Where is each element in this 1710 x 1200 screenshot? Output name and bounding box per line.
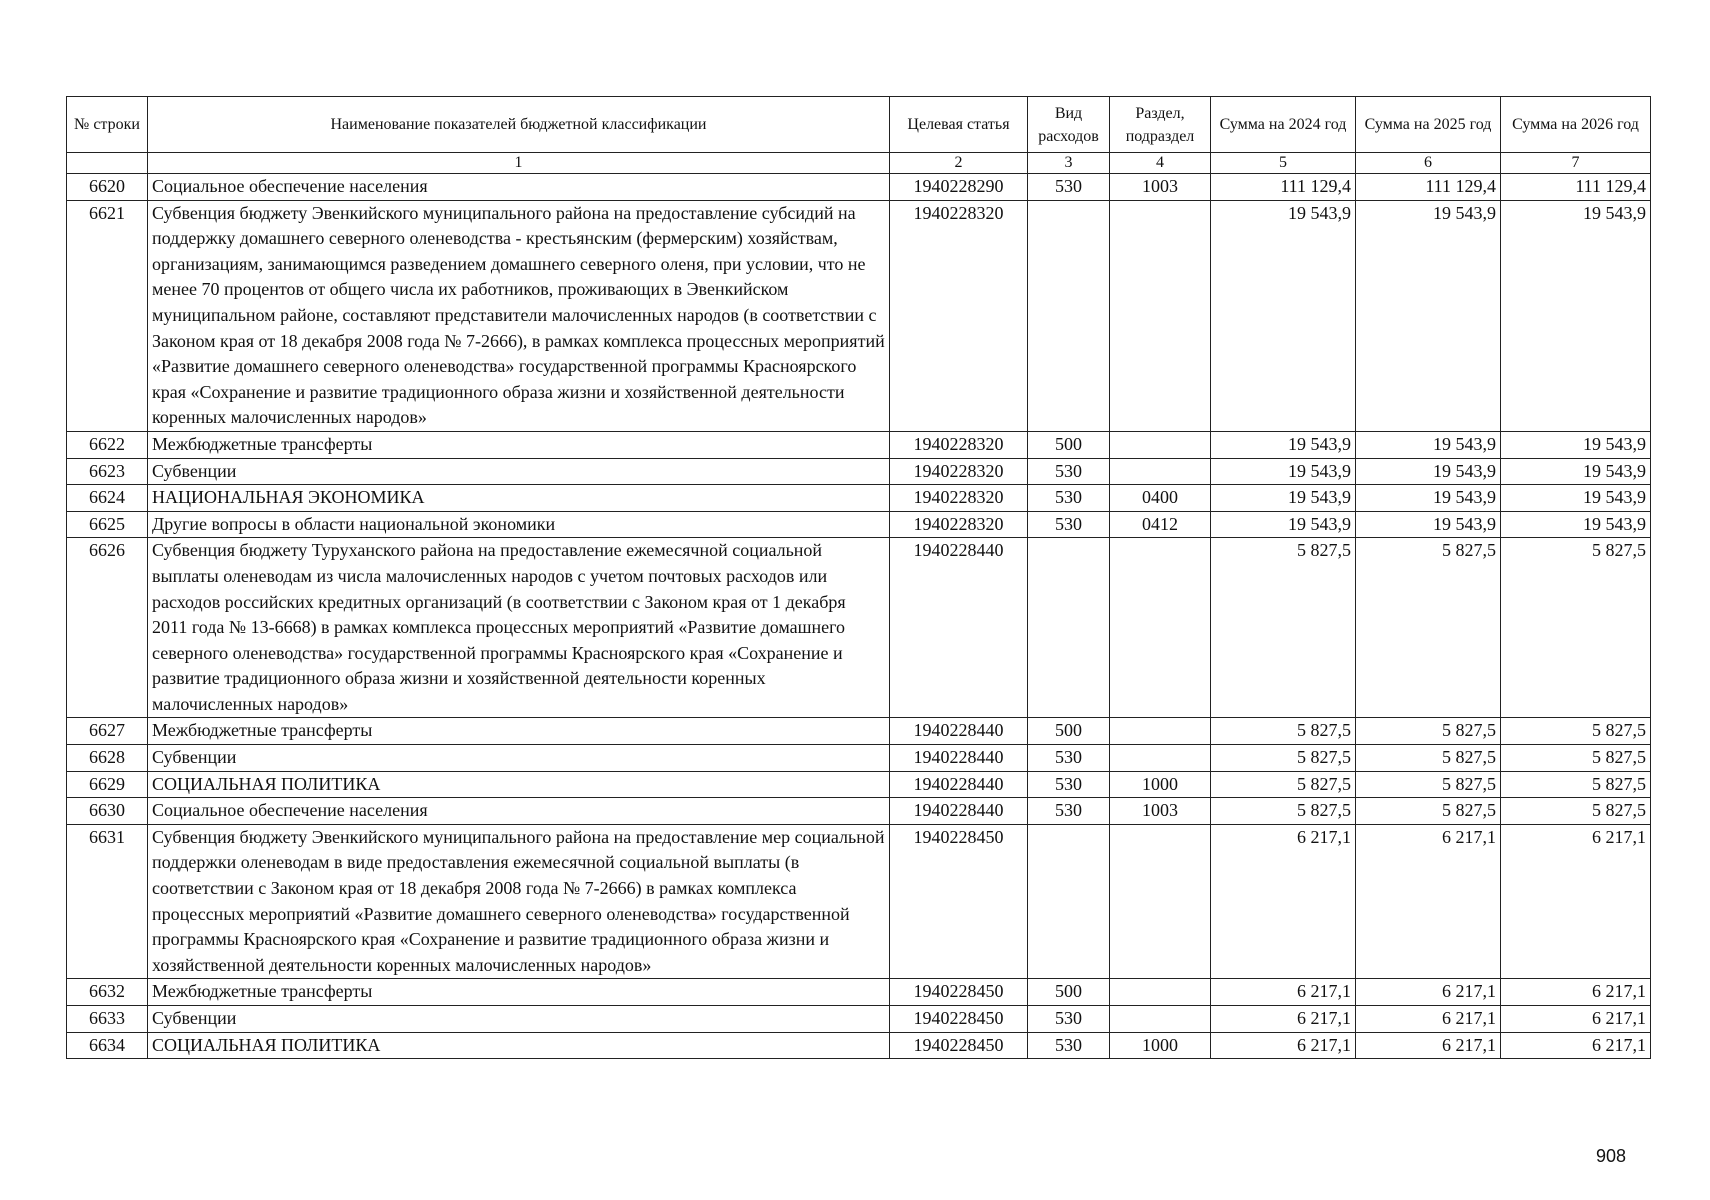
row-number: 6634: [67, 1032, 148, 1059]
row-sum-2025: 19 543,9: [1356, 458, 1501, 485]
row-sum-2025: 5 827,5: [1356, 771, 1501, 798]
table-row: [67, 798, 1651, 825]
row-sum-2025: 111 129,4: [1356, 174, 1501, 201]
row-sum-2025: 19 543,9: [1356, 485, 1501, 512]
header-razdel: Раздел, подраздел: [1110, 97, 1211, 153]
row-expense-type: 500: [1028, 979, 1110, 1006]
row-sum-2024: 5 827,5: [1211, 718, 1356, 745]
header-sum-2024: Сумма на 2024 год: [1211, 97, 1356, 153]
row-sum-2026: 6 217,1: [1501, 824, 1651, 979]
row-target-code: 1940228440: [890, 718, 1028, 745]
row-sum-2024: 6 217,1: [1211, 1006, 1356, 1033]
table-row: [67, 718, 1651, 745]
row-section: [1110, 431, 1211, 458]
row-number: 6624: [67, 485, 148, 512]
table-row: [67, 771, 1651, 798]
row-sum-2026: 5 827,5: [1501, 538, 1651, 718]
row-expense-type: 500: [1028, 431, 1110, 458]
row-name: СОЦИАЛЬНАЯ ПОЛИТИКА: [148, 1032, 890, 1059]
row-sum-2026: 19 543,9: [1501, 200, 1651, 431]
header-vid: Вид расходов: [1028, 97, 1110, 153]
row-sum-2026: 19 543,9: [1501, 431, 1651, 458]
row-expense-type: 530: [1028, 458, 1110, 485]
row-sum-2026: 5 827,5: [1501, 771, 1651, 798]
row-target-code: 1940228450: [890, 979, 1028, 1006]
row-expense-type: 530: [1028, 1006, 1110, 1033]
table-row: [67, 745, 1651, 772]
column-number: 7: [1501, 153, 1651, 174]
row-sum-2026: 5 827,5: [1501, 798, 1651, 825]
row-sum-2024: 5 827,5: [1211, 771, 1356, 798]
row-target-code: 1940228440: [890, 538, 1028, 718]
row-name: НАЦИОНАЛЬНАЯ ЭКОНОМИКА: [148, 485, 890, 512]
row-section: [1110, 979, 1211, 1006]
row-section: [1110, 824, 1211, 979]
row-expense-type: [1028, 824, 1110, 979]
table-row: [67, 824, 1651, 979]
header-code: Целевая статья: [890, 97, 1028, 153]
row-section: 1003: [1110, 174, 1211, 201]
table-row: [67, 174, 1651, 201]
row-number: 6626: [67, 538, 148, 718]
row-name: Субвенции: [148, 458, 890, 485]
row-expense-type: 530: [1028, 485, 1110, 512]
row-target-code: 1940228440: [890, 798, 1028, 825]
row-expense-type: 530: [1028, 1032, 1110, 1059]
row-sum-2024: 5 827,5: [1211, 798, 1356, 825]
column-number: 1: [148, 153, 890, 174]
row-section: 0412: [1110, 511, 1211, 538]
row-sum-2024: 6 217,1: [1211, 1032, 1356, 1059]
header-row: [67, 97, 1651, 153]
column-number: 3: [1028, 153, 1110, 174]
table-row: [67, 538, 1651, 718]
row-sum-2025: 6 217,1: [1356, 824, 1501, 979]
row-number: 6627: [67, 718, 148, 745]
row-sum-2026: 19 543,9: [1501, 458, 1651, 485]
row-target-code: 1940228440: [890, 771, 1028, 798]
column-number: 4: [1110, 153, 1211, 174]
row-number: 6625: [67, 511, 148, 538]
row-number: 6620: [67, 174, 148, 201]
row-sum-2026: 111 129,4: [1501, 174, 1651, 201]
row-sum-2026: 6 217,1: [1501, 1032, 1651, 1059]
row-expense-type: 530: [1028, 745, 1110, 772]
row-name: Субвенции: [148, 1006, 890, 1033]
row-sum-2025: 19 543,9: [1356, 511, 1501, 538]
row-section: [1110, 745, 1211, 772]
table-row: [67, 431, 1651, 458]
row-name: Субвенция бюджету Эвенкийского муниципального района на предоставление субсидий на поддержку домашнего северного оленеводства - крестьянским (фермерским) хозяйствам, организациям, занимающимся разведением домашнего северного оленя, при условии, что не менее 70 процентов от общего числа их работников, проживающих в Эвенкийском муниципальном районе, составляют представители малочисленных народов (в соответствии с Законом края от 18 декабря 2008 года № 7-2666), в рамках комплекса процессных мероприятий «Развитие домашнего северного оленеводства» государственной программы Красноярского края «Сохранение и развитие традиционного образа жизни и хозяйственной деятельности коренных малочисленных народов»: [148, 200, 890, 431]
table-row: [67, 485, 1651, 512]
row-name: Межбюджетные трансферты: [148, 718, 890, 745]
row-sum-2025: 6 217,1: [1356, 1032, 1501, 1059]
row-sum-2024: 19 543,9: [1211, 458, 1356, 485]
row-expense-type: 530: [1028, 511, 1110, 538]
row-name: Субвенция бюджету Эвенкийского муниципального района на предоставление мер социальной поддержки оленеводам в виде предоставления ежемесячной социальной выплаты (в соответствии с Законом края от 18 декабря 2008 года № 7-2666) в рамках комплекса процессных мероприятий «Развитие домашнего северного оленеводства» государственной программы Красноярского края «Сохранение и развитие традиционного образа жизни и хозяйственной деятельности коренных малочисленных народов»: [148, 824, 890, 979]
table-row: [67, 200, 1651, 431]
row-name: Межбюджетные трансферты: [148, 431, 890, 458]
budget-sheet: [66, 96, 1650, 1059]
column-number: [67, 153, 148, 174]
header-name: Наименование показателей бюджетной классификации: [148, 97, 890, 153]
row-sum-2024: 19 543,9: [1211, 485, 1356, 512]
row-section: 1000: [1110, 1032, 1211, 1059]
row-name: Субвенции: [148, 745, 890, 772]
row-name: Субвенция бюджету Туруханского района на предоставление ежемесячной социальной выплаты оленеводам из числа малочисленных народов с учетом почтовых расходов или расходов российских кредитных организаций (в соответствии с Законом края от 1 декабря 2011 года № 13-6668) в рамках комплекса процессных мероприятий «Развитие домашнего северного оленеводства» государственной программы Красноярского края «Сохранение и развитие традиционного образа жизни и хозяйственной деятельности коренных малочисленных народов»: [148, 538, 890, 718]
row-sum-2024: 6 217,1: [1211, 979, 1356, 1006]
row-target-code: 1940228450: [890, 1006, 1028, 1033]
row-number: 6632: [67, 979, 148, 1006]
row-name: Межбюджетные трансферты: [148, 979, 890, 1006]
row-sum-2025: 6 217,1: [1356, 979, 1501, 1006]
row-name: Другие вопросы в области национальной экономики: [148, 511, 890, 538]
row-sum-2025: 5 827,5: [1356, 718, 1501, 745]
header-row-no: № строки: [67, 97, 148, 153]
budget-table-body: [67, 174, 1651, 1059]
row-sum-2025: 5 827,5: [1356, 538, 1501, 718]
row-expense-type: 530: [1028, 798, 1110, 825]
row-section: [1110, 458, 1211, 485]
row-number: 6628: [67, 745, 148, 772]
row-target-code: 1940228450: [890, 824, 1028, 979]
row-sum-2024: 5 827,5: [1211, 745, 1356, 772]
row-sum-2026: 6 217,1: [1501, 1006, 1651, 1033]
row-sum-2025: 5 827,5: [1356, 745, 1501, 772]
row-target-code: 1940228290: [890, 174, 1028, 201]
row-section: [1110, 200, 1211, 431]
row-expense-type: [1028, 200, 1110, 431]
row-expense-type: [1028, 538, 1110, 718]
table-row: [67, 511, 1651, 538]
row-expense-type: 530: [1028, 771, 1110, 798]
row-sum-2024: 5 827,5: [1211, 538, 1356, 718]
row-section: 0400: [1110, 485, 1211, 512]
row-sum-2024: 6 217,1: [1211, 824, 1356, 979]
header-sum-2025: Сумма на 2025 год: [1356, 97, 1501, 153]
row-sum-2025: 6 217,1: [1356, 1006, 1501, 1033]
table-row: [67, 458, 1651, 485]
column-number: 5: [1211, 153, 1356, 174]
column-number: 2: [890, 153, 1028, 174]
row-sum-2024: 19 543,9: [1211, 511, 1356, 538]
row-sum-2026: 6 217,1: [1501, 979, 1651, 1006]
row-name: Социальное обеспечение населения: [148, 798, 890, 825]
column-number: 6: [1356, 153, 1501, 174]
page-number: 908: [1596, 1146, 1627, 1166]
row-sum-2026: 5 827,5: [1501, 718, 1651, 745]
row-sum-2024: 19 543,9: [1211, 431, 1356, 458]
row-number: 6633: [67, 1006, 148, 1033]
row-number: 6631: [67, 824, 148, 979]
table-row: [67, 1006, 1651, 1033]
row-target-code: 1940228440: [890, 745, 1028, 772]
row-number: 6629: [67, 771, 148, 798]
row-target-code: 1940228320: [890, 511, 1028, 538]
table-row: [67, 979, 1651, 1006]
row-number: 6622: [67, 431, 148, 458]
row-sum-2024: 111 129,4: [1211, 174, 1356, 201]
row-target-code: 1940228320: [890, 431, 1028, 458]
header-sum-2026: Сумма на 2026 год: [1501, 97, 1651, 153]
row-sum-2025: 19 543,9: [1356, 431, 1501, 458]
row-section: [1110, 718, 1211, 745]
row-sum-2024: 19 543,9: [1211, 200, 1356, 431]
row-section: 1003: [1110, 798, 1211, 825]
row-sum-2026: 19 543,9: [1501, 511, 1651, 538]
row-name: Социальное обеспечение населения: [148, 174, 890, 201]
row-target-code: 1940228320: [890, 485, 1028, 512]
row-sum-2025: 5 827,5: [1356, 798, 1501, 825]
row-sum-2026: 5 827,5: [1501, 745, 1651, 772]
row-number: 6630: [67, 798, 148, 825]
row-target-code: 1940228450: [890, 1032, 1028, 1059]
row-sum-2026: 19 543,9: [1501, 485, 1651, 512]
row-target-code: 1940228320: [890, 458, 1028, 485]
row-target-code: 1940228320: [890, 200, 1028, 431]
row-number: 6623: [67, 458, 148, 485]
row-sum-2025: 19 543,9: [1356, 200, 1501, 431]
budget-table: [66, 96, 1651, 1059]
row-section: 1000: [1110, 771, 1211, 798]
row-expense-type: 530: [1028, 174, 1110, 201]
row-section: [1110, 1006, 1211, 1033]
table-row: [67, 1032, 1651, 1059]
row-name: СОЦИАЛЬНАЯ ПОЛИТИКА: [148, 771, 890, 798]
row-number: 6621: [67, 200, 148, 431]
column-number-row: [67, 153, 1651, 174]
row-expense-type: 500: [1028, 718, 1110, 745]
row-section: [1110, 538, 1211, 718]
